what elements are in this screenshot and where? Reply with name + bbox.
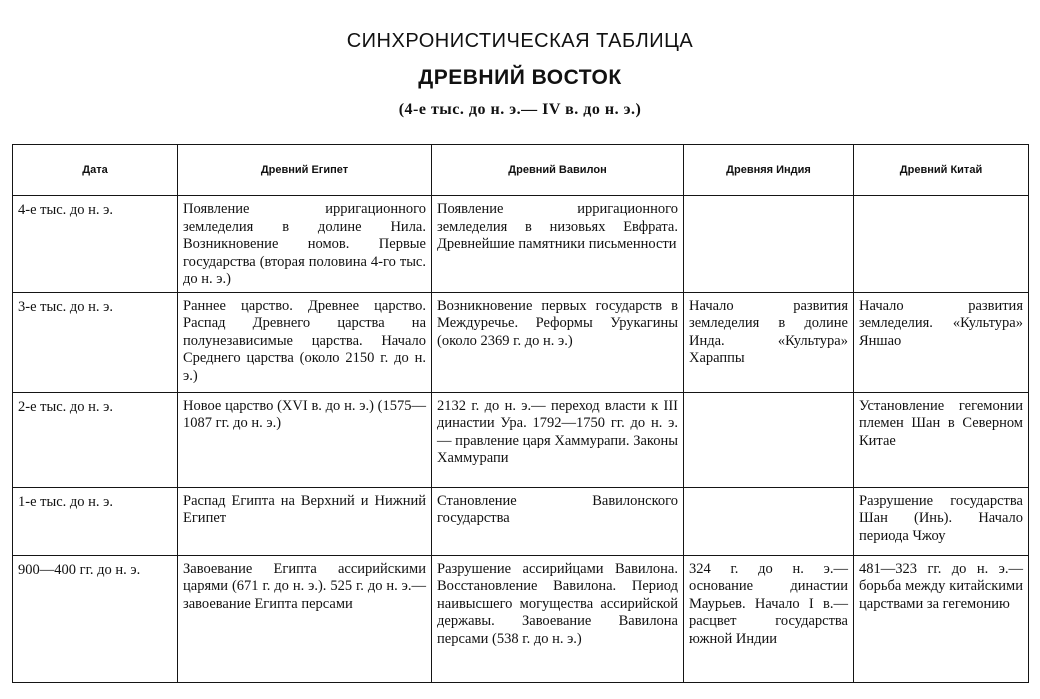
- table-row: [13, 555, 1029, 682]
- column-header-egypt: Древний Египет: [178, 145, 432, 196]
- cell-egypt: Раннее царство. Древнее царство. Распад Древнего царства на полунезависимые царства. Начало Среднего царства (около 2150 г. до н. э.): [178, 292, 432, 392]
- page-title: СИНХРОНИСТИЧЕСКАЯ ТАБЛИЦА: [346, 30, 694, 52]
- cell-china: [854, 196, 1029, 293]
- table-header-row: [13, 145, 1029, 196]
- cell-india: 324 г. до н. э.— основание династии Маурьев. Начало I в.— расцвет государства южной Индии: [684, 555, 854, 682]
- column-header-babylon: Древний Вавилон: [432, 145, 684, 196]
- table-row: [13, 196, 1029, 293]
- cell-india: [684, 196, 854, 293]
- cell-china: Разрушение государства Шан (Инь). Начало периода Чжоу: [854, 487, 1029, 555]
- cell-date: 900—400 гг. до н. э.: [13, 555, 178, 682]
- cell-babylon: Разрушение ассирийцами Вавилона. Восстановление Вавилона. Период наивысшего могущества ассирийской державы. Завоевание Вавилона персами (538 г. до н. э.): [432, 555, 684, 682]
- table-row: [13, 392, 1029, 487]
- cell-babylon: Появление ирригационного земледелия в низовьях Евфрата. Древнейшие памятники письменности: [432, 196, 684, 293]
- table-row: [13, 487, 1029, 555]
- column-header-date: Дата: [13, 145, 178, 196]
- cell-egypt: Распад Египта на Верхний и Нижний Египет: [178, 487, 432, 555]
- column-header-china: Древний Китай: [854, 145, 1029, 196]
- cell-india: Начало развития земледелия в долине Инда. «Культура» Хараппы: [684, 292, 854, 392]
- cell-india: [684, 392, 854, 487]
- cell-babylon: Возникновение первых государств в Междуречье. Реформы Урукагины (около 2369 г. до н. э.): [432, 292, 684, 392]
- synchronistic-table: [12, 144, 1029, 683]
- page-subtitle: ДРЕВНИЙ ВОСТОК: [418, 66, 622, 89]
- table-row: [13, 292, 1029, 392]
- cell-india: [684, 487, 854, 555]
- date-range: (4-е тыс. до н. э.— IV в. до н. э.): [398, 101, 642, 118]
- cell-china: Установление гегемонии племен Шан в Северном Китае: [854, 392, 1029, 487]
- cell-egypt: Появление ирригационного земледелия в долине Нила. Возникновение номов. Первые государства (вторая половина 4-го тыс. до н. э.): [178, 196, 432, 293]
- cell-babylon: Становление Вавилонского государства: [432, 487, 684, 555]
- column-header-india: Древняя Индия: [684, 145, 854, 196]
- cell-egypt: Завоевание Египта ассирийскими царями (671 г. до н. э.). 525 г. до н. э.— завоевание Египта персами: [178, 555, 432, 682]
- cell-china: Начало развития земледелия. «Культура» Яншао: [854, 292, 1029, 392]
- cell-date: 4-е тыс. до н. э.: [13, 196, 178, 293]
- cell-date: 2-е тыс. до н. э.: [13, 392, 178, 487]
- cell-date: 3-е тыс. до н. э.: [13, 292, 178, 392]
- cell-date: 1-е тыс. до н. э.: [13, 487, 178, 555]
- cell-egypt: Новое царство (XVI в. до н. э.) (1575—1087 гг. до н. э.): [178, 392, 432, 487]
- cell-babylon: 2132 г. до н. э.— переход власти к III династии Ура. 1792—1750 гг. до н. э.— правление царя Хаммурапи. Законы Хаммурапи: [432, 392, 684, 487]
- cell-china: 481—323 гг. до н. э.— борьба между китайскими царствами за гегемонию: [854, 555, 1029, 682]
